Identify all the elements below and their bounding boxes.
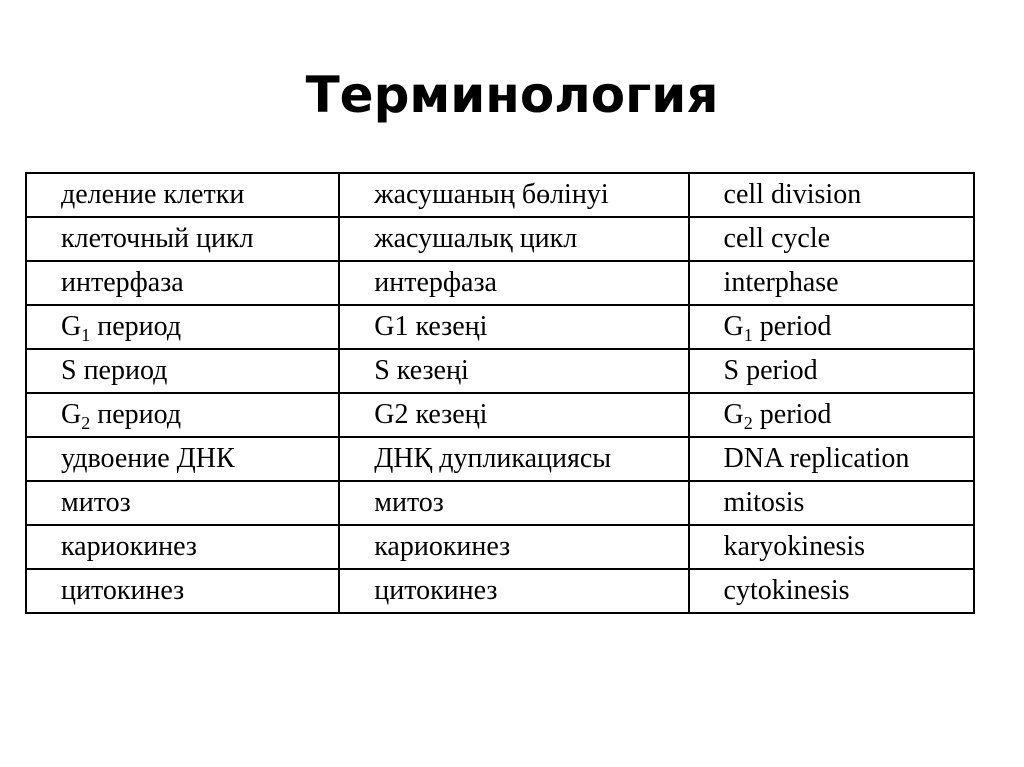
term-text: митоз: [61, 487, 131, 518]
table-row: [26, 569, 974, 613]
cell-russian-term: [26, 437, 339, 481]
cell-english-term: [689, 217, 974, 261]
term-text: кариокинез: [61, 531, 197, 562]
cell-english-term: [689, 569, 974, 613]
term-text: G: [723, 399, 744, 430]
term-text: митоз: [374, 487, 444, 518]
term-text-suffix: period: [752, 399, 832, 430]
term-text: клеточный цикл: [61, 223, 254, 254]
term-subscript: 2: [743, 413, 753, 433]
term-text: жасушалық цикл: [374, 223, 578, 254]
table-row: [26, 261, 974, 305]
cell-english-term: [689, 305, 974, 349]
term-text-suffix: период: [90, 399, 182, 430]
cell-kazakh-term: [339, 349, 688, 393]
cell-kazakh-term: [339, 393, 688, 437]
term-text: S период: [61, 355, 168, 386]
term-text: кариокинез: [374, 531, 511, 562]
cell-english-term: [689, 261, 974, 305]
cell-kazakh-term: [339, 305, 688, 349]
table-row: [26, 481, 974, 525]
table-row: [26, 217, 974, 261]
term-text: cell division: [723, 179, 862, 210]
terminology-table-body: [26, 173, 974, 613]
term-text: G: [723, 311, 744, 342]
cell-english-term: [689, 437, 974, 481]
term-text: цитокинез: [61, 575, 185, 606]
cell-russian-term: [26, 349, 339, 393]
cell-english-term: [689, 173, 974, 217]
cell-russian-term: [26, 217, 339, 261]
term-text: интерфаза: [61, 267, 184, 298]
term-text: G: [61, 399, 82, 430]
term-text: G2 кезеңі: [374, 399, 488, 430]
term-text: DNA replication: [723, 443, 910, 474]
cell-english-term: [689, 349, 974, 393]
term-text: жасушаның бөлінуі: [374, 179, 609, 210]
term-subscript: 2: [81, 413, 91, 433]
cell-english-term: [689, 393, 974, 437]
term-text: mitosis: [723, 487, 805, 518]
term-text: удвоение ДНК: [61, 443, 235, 474]
table-row: [26, 437, 974, 481]
term-text: S period: [723, 355, 818, 386]
table-row: [26, 525, 974, 569]
cell-russian-term: [26, 261, 339, 305]
table-row: [26, 393, 974, 437]
cell-english-term: [689, 481, 974, 525]
cell-kazakh-term: [339, 481, 688, 525]
table-row: [26, 349, 974, 393]
term-text-suffix: период: [90, 311, 182, 342]
term-subscript: 1: [81, 325, 91, 345]
term-text: интерфаза: [374, 267, 497, 298]
cell-kazakh-term: [339, 569, 688, 613]
term-text: interphase: [723, 267, 839, 298]
cell-russian-term: [26, 305, 339, 349]
cell-kazakh-term: [339, 173, 688, 217]
table-row: [26, 173, 974, 217]
cell-kazakh-term: [339, 217, 688, 261]
cell-english-term: [689, 525, 974, 569]
cell-russian-term: [26, 525, 339, 569]
cell-kazakh-term: [339, 437, 688, 481]
term-text: G: [61, 311, 82, 342]
term-text: cell cycle: [723, 223, 831, 254]
cell-russian-term: [26, 393, 339, 437]
table-row: [26, 305, 974, 349]
term-text: ДНҚ дупликациясы: [374, 443, 612, 474]
cell-kazakh-term: [339, 525, 688, 569]
term-text: karyokinesis: [723, 531, 866, 562]
term-text: G1 кезеңі: [374, 311, 488, 342]
term-text: S кезеңі: [374, 355, 469, 386]
cell-russian-term: [26, 481, 339, 525]
term-text: цитокинез: [374, 575, 498, 606]
cell-russian-term: [26, 569, 339, 613]
cell-russian-term: [26, 173, 339, 217]
term-text-suffix: period: [752, 311, 832, 342]
page-title: Терминология: [305, 66, 719, 124]
term-subscript: 1: [743, 325, 753, 345]
term-text: деление клетки: [61, 179, 245, 210]
term-text: cytokinesis: [723, 575, 850, 606]
terminology-table: [25, 172, 975, 614]
cell-kazakh-term: [339, 261, 688, 305]
